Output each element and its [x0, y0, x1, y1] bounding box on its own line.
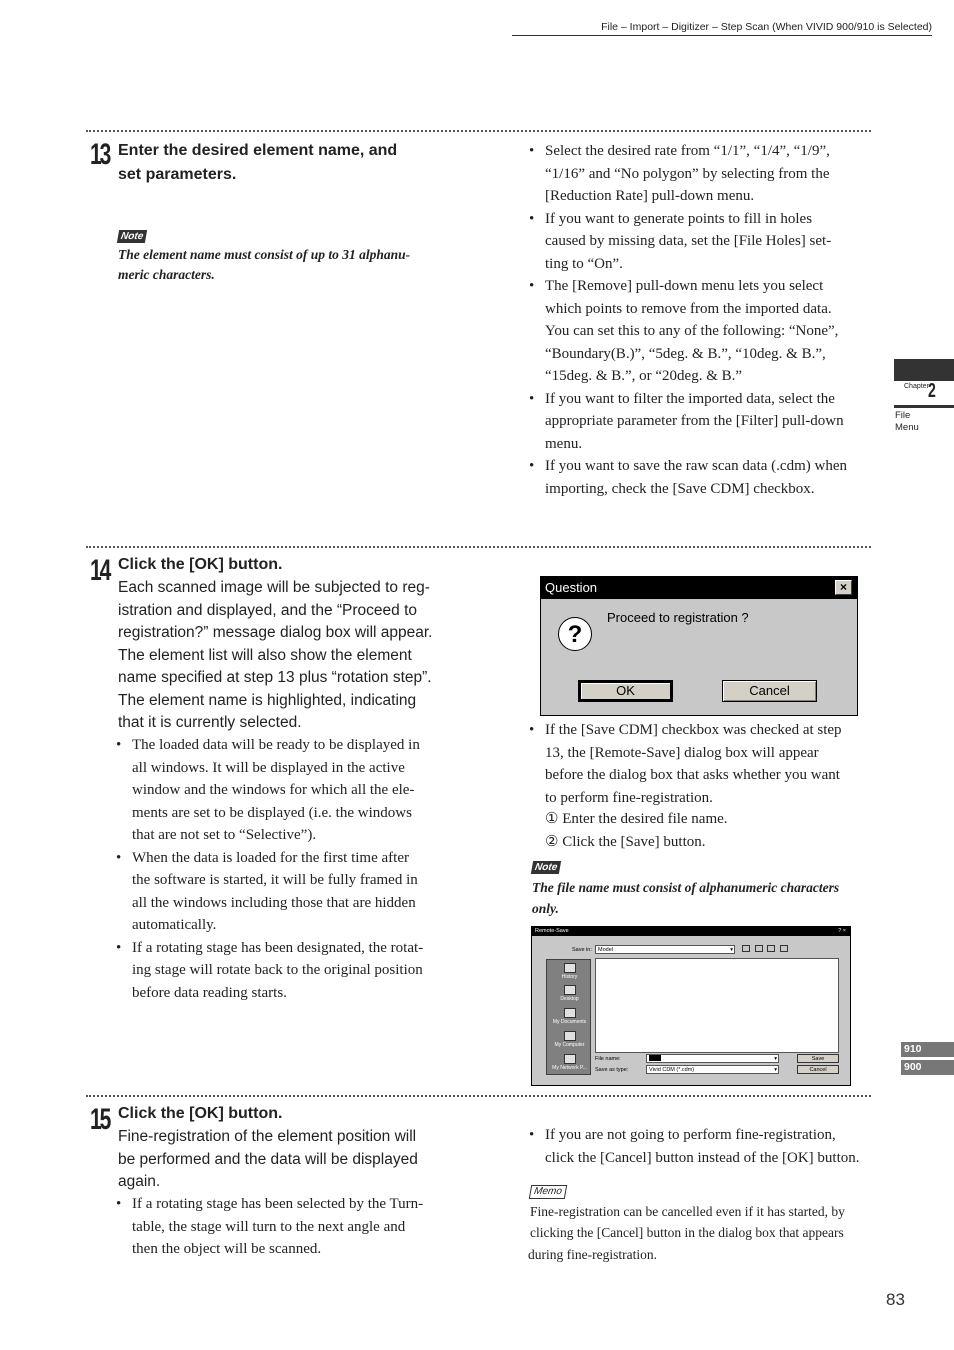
step-body [118, 577, 463, 735]
text-line: menu. [545, 435, 583, 452]
text-line: • If you are not going to perform fine-registration, [545, 1127, 836, 1143]
bullet-item [529, 388, 874, 456]
text-line: the software is started, it will be fully framed in [132, 872, 418, 888]
text-line: Fine-registration of the element position will [118, 1128, 417, 1145]
question-icon: ? [558, 617, 592, 651]
parameter-bullet-list [529, 140, 874, 500]
text-line: ting to “On”. [545, 255, 623, 272]
text-line: caused by missing data, set the [File Holes] set- [545, 233, 832, 249]
chapter-tab-bar [894, 359, 954, 381]
text-line: appropriate parameter from the [Filter] pull-down [545, 413, 844, 429]
text-line: • If you want to generate points to fill in holes [545, 210, 813, 227]
file-list[interactable] [595, 958, 839, 1053]
chapter-number: 2 [928, 380, 936, 402]
bullet-item [529, 1124, 874, 1169]
text-line: [Reduction Rate] pull-down menu. [545, 188, 755, 204]
text-line: “15deg. & B.”, or “20deg. & B.” [545, 368, 743, 384]
text-line: that are not set to “Selective”). [132, 827, 317, 843]
text-line: • When the data is loaded for the first time after [132, 849, 409, 866]
chapter-tab-line [894, 405, 954, 408]
new-folder-icon[interactable] [767, 945, 775, 952]
up-folder-icon[interactable] [755, 945, 763, 952]
dialog-title-bar: Remote-Save ? × [532, 927, 850, 936]
text-line: importing, check the [Save CDM] checkbox. [545, 480, 815, 497]
places-item-history[interactable]: History [547, 963, 592, 980]
back-icon[interactable] [742, 945, 750, 952]
text-line: that it is currently selected. [118, 714, 302, 731]
text-line: The element list will also show the element [118, 646, 412, 664]
save-type-label: Save as type: [595, 1067, 629, 1073]
text-line: all the windows including those that are hidden [132, 894, 416, 911]
bullet-item [529, 275, 874, 388]
text-line: • If a rotating stage has been selected by the Turn- [132, 1196, 424, 1212]
bullet-item [529, 140, 874, 208]
chevron-down-icon: ▾ [730, 947, 733, 953]
text-line: again. [118, 1173, 161, 1190]
section-divider [86, 546, 871, 548]
step-body [118, 1126, 463, 1194]
save-in-select[interactable]: Model ▾ [595, 945, 735, 954]
memo-text: Fine-registration can be cancelled even if it has started, by clicking the [Cancel] button in the dialog box that appears during fine-registration. [528, 1204, 845, 1262]
text-line: to perform fine-registration. [545, 789, 713, 806]
note-block [118, 226, 448, 285]
step-number: 13 [90, 138, 110, 171]
text-line: You can set this to any of the following: “None”, [545, 323, 839, 339]
bullet-item [116, 937, 451, 1005]
computer-icon [564, 1031, 576, 1041]
note-text: The file name must consist of alphanumeric characters only. [532, 880, 840, 916]
close-icon[interactable]: × [835, 580, 852, 595]
view-menu-icon[interactable] [780, 945, 788, 952]
text-line: • If a rotating stage has been designated, the rotat- [132, 939, 424, 956]
bullet-item [529, 208, 874, 276]
text-line: • Select the desired rate from “1/1”, “1/4”, “1/9”, [545, 143, 830, 159]
text-line: “1/16” and “No polygon” by selecting from the [545, 165, 830, 182]
dialog-title-bar: Question × [541, 577, 857, 599]
text-line: then the object will be scanned. [132, 1241, 322, 1257]
bullet-item [529, 719, 874, 809]
cancel-button[interactable]: Cancel [797, 1065, 839, 1074]
text-line: • The [Remove] pull-down menu lets you select [545, 278, 824, 294]
text-line: click the [Cancel] button instead of the [OK] button. [545, 1149, 860, 1166]
step-title: Click the [OK] button. [118, 556, 283, 573]
network-icon [564, 1054, 576, 1064]
text-line: which points to remove from the imported data. [545, 300, 832, 317]
places-item-my-computer[interactable]: My Computer [547, 1031, 592, 1048]
save-in-label: Save in: [572, 947, 592, 953]
note-icon: Note [117, 230, 148, 243]
memo-icon: Memo [529, 1185, 567, 1199]
text-line: 13, the [Remote-Save] dialog box will appear [545, 744, 819, 761]
toolbar-icons[interactable] [742, 945, 802, 954]
history-icon [564, 963, 576, 973]
step-title: Enter the desired element name, and set parameters. [118, 142, 398, 183]
text-line: “Boundary(B.)”, “5deg. & B.”, “10deg. & B.”, [545, 345, 826, 362]
chevron-down-icon: ▾ [774, 1056, 777, 1062]
sub-step-2: ② Click the [Save] button. [545, 834, 706, 850]
text-line: before data reading starts. [132, 984, 287, 1001]
step-title: Click the [OK] button. [118, 1105, 283, 1122]
memo-block [530, 1181, 875, 1265]
text-selection [649, 1055, 661, 1061]
places-item-my-documents[interactable]: My Documents [547, 1008, 592, 1025]
save-button[interactable]: Save [797, 1054, 839, 1063]
chevron-down-icon: ▾ [774, 1067, 777, 1073]
desktop-icon [564, 985, 576, 995]
cancel-button[interactable]: Cancel [722, 680, 817, 702]
bullet-item [116, 847, 451, 937]
file-name-input[interactable] [646, 1054, 779, 1063]
step-number: 14 [90, 554, 110, 587]
bullet-item [116, 1193, 451, 1261]
save-type-select[interactable]: Vivid CDM (*.cdm) ▾ [646, 1065, 779, 1074]
text-line: be performed and the data will be displayed [118, 1150, 418, 1168]
text-line: istration and displayed, and the “Proceed to [118, 601, 417, 619]
ok-button[interactable]: OK [578, 680, 673, 702]
text-line: ing stage will rotate back to the original position [132, 962, 423, 978]
note-block [532, 857, 872, 919]
question-dialog [540, 576, 858, 716]
places-item-my-network[interactable]: My Network P... [547, 1054, 592, 1071]
note-icon: Note [531, 861, 562, 874]
text-line: window and the windows for which all the ele- [132, 782, 415, 798]
note-text: The element name must consist of up to 31 alphanu- meric characters. [118, 247, 411, 282]
places-item-desktop[interactable]: Desktop [547, 985, 592, 1002]
step-number: 15 [90, 1103, 110, 1136]
bullet-item [116, 734, 451, 847]
bullet-item [529, 455, 874, 500]
cancel-bullet [529, 1124, 874, 1169]
text-line: • If you want to save the raw scan data (.cdm) when [545, 458, 847, 474]
text-line: ments are set to be displayed (i.e. the windows [132, 804, 412, 821]
text-line: • If you want to filter the imported data, select the [545, 390, 835, 407]
dialog-message: Proceed to registration ? [607, 610, 749, 625]
remote-save-dialog [531, 926, 851, 1086]
title-buttons[interactable]: ? × [838, 928, 846, 934]
section-divider [86, 1095, 871, 1097]
chapter-label: Chapter [904, 383, 929, 390]
places-bar [546, 959, 591, 1075]
save-cdm-bullet [529, 719, 874, 809]
running-header: File – Import – Digitizer – Step Scan (When VIVID 900/910 is Selected) [512, 21, 932, 36]
text-line: • The loaded data will be ready to be displayed in [132, 737, 420, 753]
file-name-label: File name: [595, 1056, 621, 1062]
text-line: table, the stage will turn to the next angle and [132, 1218, 406, 1235]
page-number: 83 [886, 1290, 905, 1309]
text-line: name specified at step 13 plus “rotation step”. [118, 669, 432, 686]
step-bullet-list [116, 1193, 451, 1261]
text-line: The element name is highlighted, indicating [118, 691, 417, 709]
sub-step-1: ① Enter the desired file name. [545, 811, 728, 827]
model-tag-900: 900 [901, 1060, 954, 1075]
step-bullet-list [116, 734, 451, 1004]
text-line: • If the [Save CDM] checkbox was checked at step [545, 722, 842, 738]
model-tag-910: 910 [901, 1042, 954, 1057]
text-line: registration?” message dialog box will appear. [118, 624, 433, 641]
chapter-title: File Menu [895, 410, 919, 433]
text-line: before the dialog box that asks whether you want [545, 767, 840, 783]
folder-icon [564, 1008, 576, 1018]
text-line: automatically. [132, 917, 217, 933]
section-divider [86, 130, 871, 132]
text-line: Each scanned image will be subjected to reg- [118, 579, 430, 596]
text-line: all windows. It will be displayed in the active [132, 759, 405, 776]
